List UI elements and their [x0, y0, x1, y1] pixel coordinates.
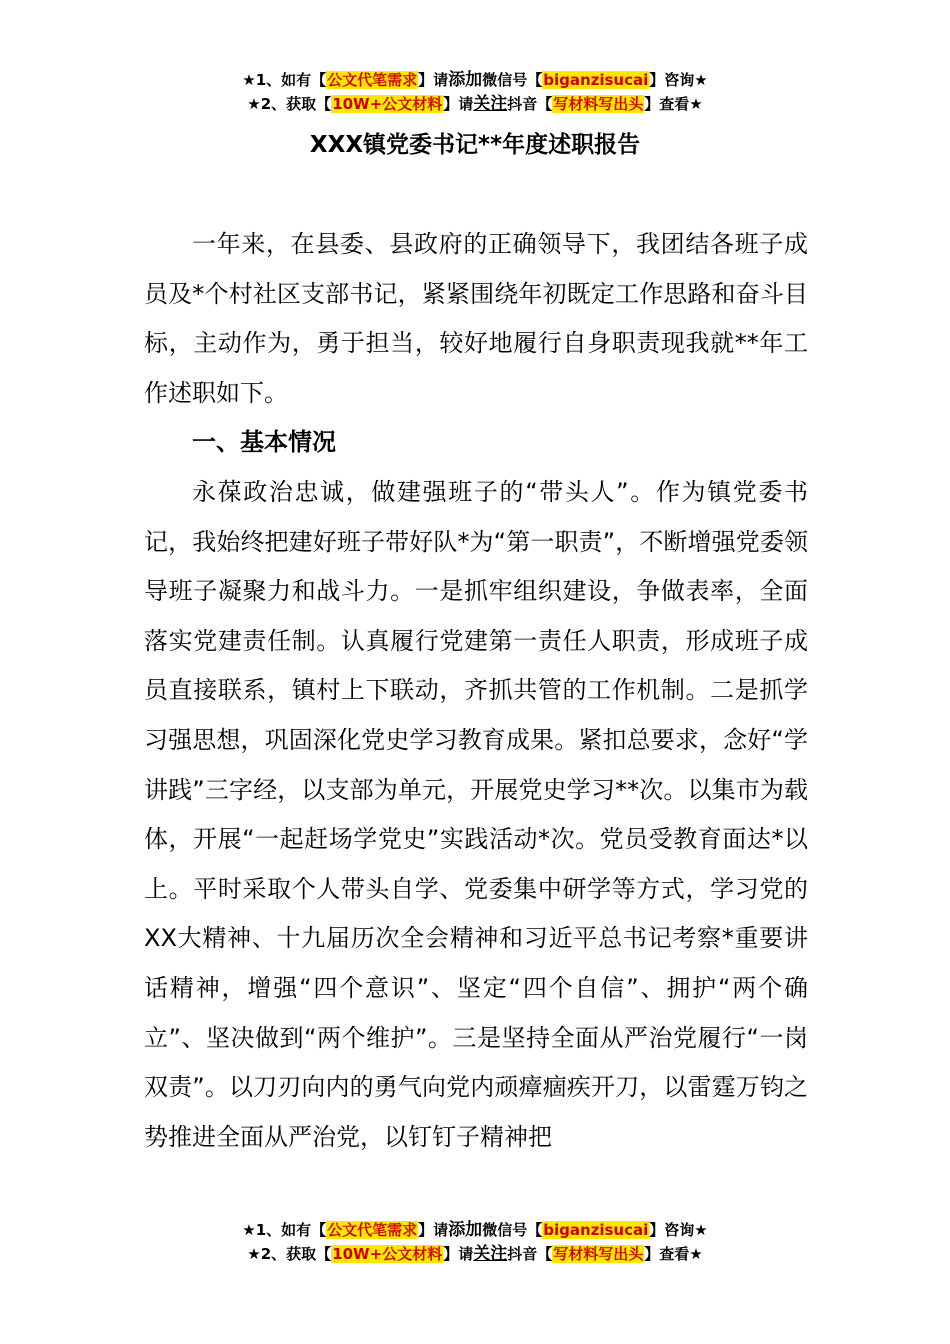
wechat-id-highlight: biganzisucai: [543, 71, 649, 89]
banner-text: ★1、如有【: [242, 71, 327, 89]
banner-text: 】请: [443, 95, 474, 113]
banner-highlight: 10W+公文材料: [332, 1245, 443, 1263]
document-body: [144, 220, 808, 1162]
section-heading: 一、基本情况: [192, 428, 336, 457]
intro-paragraph: 一年来，在县委、县政府的正确领导下，我团结各班子成员及*个村社区支部书记，紧紧围绕年初既定工作思路和奋斗目标，主动作为，勇于担当，较好地履行自身职责现我就**年工作述职如下。: [144, 230, 808, 407]
banner-text: 】咨询★: [649, 71, 708, 89]
header-banner: [0, 68, 950, 116]
banner-text: 关注: [473, 1244, 508, 1264]
banner-text: 微信号【: [482, 1221, 543, 1239]
banner-text: 】查看★: [644, 1245, 703, 1263]
banner-text: 】咨询★: [649, 1221, 708, 1239]
banner-text: 】请: [418, 71, 449, 89]
banner-text: ★1、如有【: [242, 1221, 327, 1239]
banner-line-2: [0, 1242, 950, 1266]
banner-text: ★2、获取【: [247, 1245, 332, 1263]
footer-banner: [0, 1218, 950, 1266]
banner-text: 添加: [448, 1220, 483, 1240]
wechat-id-highlight: biganzisucai: [543, 1221, 649, 1239]
douyin-id-highlight: 写材料写出头: [553, 1245, 644, 1263]
banner-text: 】请: [443, 1245, 474, 1263]
banner-text: 关注: [473, 94, 508, 114]
banner-text: 】查看★: [644, 95, 703, 113]
banner-text: 抖音【: [507, 1245, 553, 1263]
banner-text: 添加: [448, 70, 483, 90]
banner-highlight: 10W+公文材料: [332, 95, 443, 113]
banner-highlight: 公文代笔需求: [327, 71, 418, 89]
banner-line-1: [0, 1218, 950, 1242]
banner-text: 抖音【: [507, 95, 553, 113]
section-paragraph: 永葆政治忠诚，做建强班子的“带头人”。作为镇党委书记，我始终把建好班子带好队*为“第一职责”，不断增强党委领导班子凝聚力和战斗力。一是抓牢组织建设，争做表率，全面落实党建责任制。认真履行党建第一责任人职责，形成班子成员直接联系，镇村上下联动，齐抓共管的工作机制。二是抓学习强思想，巩固深化党史学习教育成果。紧扣总要求，念好“学讲践”三字经，以支部为单元，开展党史学习**次。以集市为载体，开展“一起赶场学党史”实践活动*次。党员受教育面达*以上。平时采取个人带头自学、党委集中研学等方式，学习党的XX大精神、十九届历次全会精神和习近平总书记考察*重要讲话精神，增强“四个意识”、坚定“四个自信”、拥护“两个确立”、坚决做到“两个维护”。三是坚持全面从严治党履行“一岗双责”。以刀刃向内的勇气向党内顽瘴痼疾开刀，以雷霆万钧之势推进全面从严治党，以钉钉子精神把: [144, 477, 808, 1151]
banner-line-1: [0, 68, 950, 92]
banner-text: 微信号【: [482, 71, 543, 89]
document-title: XXX镇党委书记**年度述职报告: [309, 132, 641, 158]
banner-highlight: 公文代笔需求: [327, 1221, 418, 1239]
douyin-id-highlight: 写材料写出头: [553, 95, 644, 113]
banner-text: ★2、获取【: [247, 95, 332, 113]
banner-text: 】请: [418, 1221, 449, 1239]
banner-line-2: [0, 92, 950, 116]
